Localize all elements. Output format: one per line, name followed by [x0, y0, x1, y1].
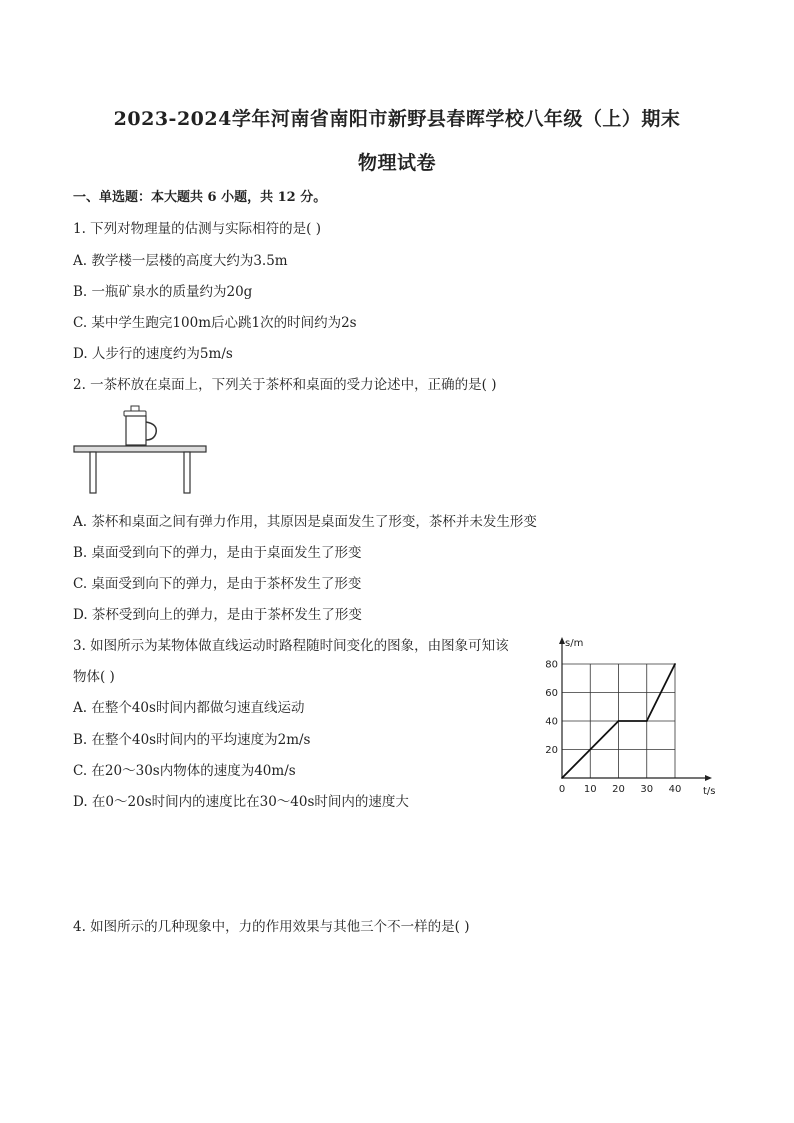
cup-lid	[124, 411, 146, 416]
q1-option-d: D. 人步行的速度约为5m/s	[73, 346, 233, 362]
y-tick-label-60: 60	[545, 688, 558, 699]
cup-handle	[146, 422, 156, 440]
table-leg-left	[90, 452, 96, 493]
y-tick-label-40: 40	[545, 716, 558, 728]
q3-option-b: B. 在整个40s时间内的平均速度为2m/s	[73, 732, 311, 748]
x-tick-label-0: 0	[558, 784, 566, 795]
x-axis-arrow	[705, 775, 712, 781]
q3-option-c: C. 在20～30s内物体的速度为40m/s	[73, 763, 296, 779]
q1-option-b: B. 一瓶矿泉水的质量约为20g	[73, 284, 253, 300]
q2-option-c: C. 桌面受到向下的弹力，是由于茶杯发生了形变	[73, 576, 362, 592]
q4-stem: 4. 如图所示的几种现象中，力的作用效果与其他三个不一样的是( )	[73, 919, 470, 935]
cup-on-table-figure	[70, 402, 212, 498]
cup-body	[126, 416, 146, 445]
q1-option-c: C. 某中学生跑完100m后心跳1次的时间约为2s	[73, 315, 357, 331]
series-point-0-1	[618, 720, 620, 722]
q3-stem-line2: 物体( )	[73, 669, 115, 685]
q3-stem-line1: 3. 如图所示为某物体做直线运动时路程随时间变化的图象，由图象可知该	[73, 638, 509, 654]
y-tick-label-20: 20	[545, 745, 558, 756]
series-point-0-0	[561, 777, 563, 779]
x-tick-label-10: 10	[583, 784, 597, 795]
table-leg-right	[184, 452, 190, 493]
series-point-0-3	[674, 663, 676, 665]
chart-axes	[559, 637, 712, 781]
x-axis-label: t/s	[703, 786, 716, 797]
q2-stem: 2. 一茶杯放在桌面上，下列关于茶杯和桌面的受力论述中，正确的是( )	[73, 377, 497, 393]
q2-option-a: A. 茶杯和桌面之间有弹力作用，其原因是桌面发生了形变，茶杯并未发生形变	[73, 514, 537, 530]
y-axis-label: s/m	[565, 638, 584, 649]
q1-option-a: A. 教学楼一层楼的高度大约为3.5m	[73, 253, 288, 269]
exam-title-line1: 2023-2024学年河南省南阳市新野县春晖学校八年级（上）期末	[113, 108, 681, 130]
y-tick-label-80: 80	[545, 659, 558, 671]
exam-title-line2: 物理试卷	[357, 152, 436, 174]
table-top	[74, 446, 206, 452]
x-tick-label-30: 30	[640, 784, 654, 795]
q3-option-a: A. 在整个40s时间内都做匀速直线运动	[73, 700, 305, 716]
q2-option-b: B. 桌面受到向下的弹力，是由于桌面发生了形变	[73, 545, 362, 561]
x-tick-label-20: 20	[612, 784, 625, 795]
section-heading: 一、单选题：本大题共 6 小题，共 12 分。	[73, 190, 327, 205]
x-tick-label-40: 40	[668, 784, 682, 795]
q1-stem: 1. 下列对物理量的估测与实际相符的是( )	[73, 221, 321, 237]
q2-option-d: D. 茶杯受到向上的弹力，是由于茶杯发生了形变	[73, 607, 362, 623]
q3-option-d: D. 在0～20s时间内的速度比在30～40s时间内的速度大	[73, 794, 409, 810]
distance-time-chart	[535, 632, 725, 802]
cup-lid-knob	[131, 406, 139, 411]
series-point-0-2	[646, 720, 648, 722]
